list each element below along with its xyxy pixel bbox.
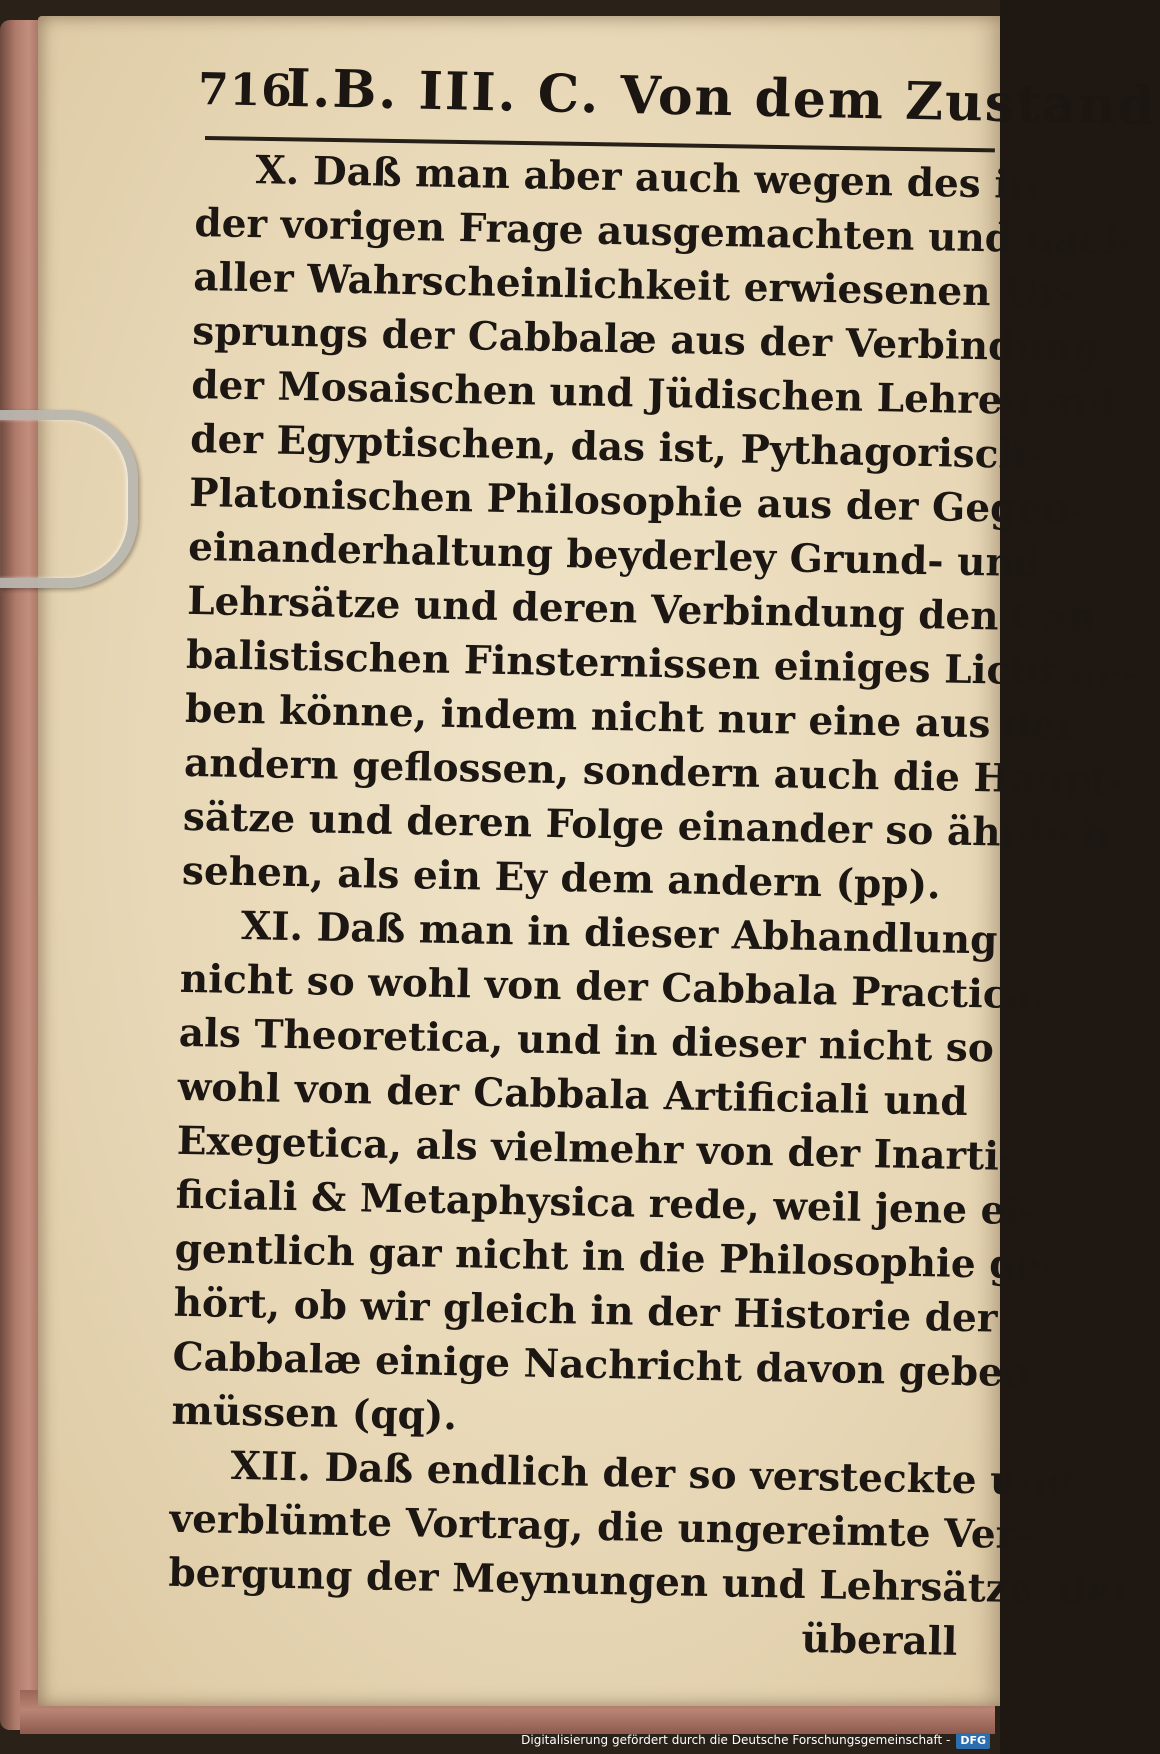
text-line: hört, ob wir gleich in der Historie der (173, 1279, 998, 1342)
text-line: der Egyptischen, das ist, Pythagorisch- (189, 415, 1044, 479)
credit-text: Digitalisierung gefördert durch die Deutsche Forschungsgemeinschaft - (521, 1733, 951, 1747)
text-line: als Theoretica, und in dieser nicht so (178, 1009, 995, 1072)
text-line: balistischen Finsternissen einiges Licht ge- (185, 631, 1139, 697)
text-line: X. Daß man aber auch wegen des in (255, 147, 1038, 209)
text-line: müssen (qq). (171, 1387, 458, 1440)
text-line: wohl von der Cabbala Artificiali und (177, 1063, 969, 1125)
text-line: einanderhaltung beyderley Grund- und (187, 523, 1042, 587)
text-line: der vorigen Frage ausgemachten und nach (194, 199, 1132, 264)
text-line: gentlich gar nicht in die Philosophie ge- (174, 1225, 1058, 1289)
text-line: Lehrsätze und deren Verbindung den Cab- (186, 577, 1113, 642)
page-header (197, 50, 1157, 146)
text-line: aller Wahrscheinlichkeit erwiesenen Ur- (192, 253, 1076, 317)
text-line: verblümte Vortrag, die ungereimte Ver- (169, 1495, 1033, 1559)
text-line: andern geflossen, sondern auch die Haupt- (183, 739, 1126, 804)
text-line: sehen, als ein Ey dem andern (pp). (181, 847, 942, 909)
text-line: ben könne, indem nicht nur eine aus der (184, 685, 1078, 750)
dfg-logo: DFG (956, 1733, 990, 1749)
text-line: sprungs der Cabbalæ aus der Verbindung (191, 307, 1100, 372)
digitization-credit (390, 1730, 990, 1750)
body-text (166, 142, 1139, 1707)
text-line: ficiali & Metaphysica rede, weil jene ei- (175, 1171, 1037, 1235)
catchword: überall (801, 1615, 958, 1665)
page-clip (0, 410, 138, 588)
page-number: 716 (197, 64, 294, 117)
text-line: Platonischen Philosophie aus der Gegen- (188, 469, 1088, 534)
text-line: XI. Daß man in dieser Abhandlung (240, 903, 998, 964)
text-line: Cabbalæ einige Nachricht davon geben (172, 1333, 1032, 1397)
text-line: nicht so wohl von der Cabbala Practica, (179, 955, 1046, 1019)
text-line: XII. Daß endlich der so versteckte und (230, 1442, 1075, 1506)
running-head: I.B. III. C. Von dem Zustand (285, 57, 1157, 138)
text-line: sätze und deren Folge einander so ähnlich (182, 793, 1112, 858)
text-line: der Mosaischen und Jüdischen Lehren mit (190, 361, 1120, 426)
text-line: bergung der Meynungen und Lehrsätze, der (168, 1549, 1133, 1615)
text-line: Exegetica, als vielmehr von der Inarti- (176, 1117, 1016, 1180)
